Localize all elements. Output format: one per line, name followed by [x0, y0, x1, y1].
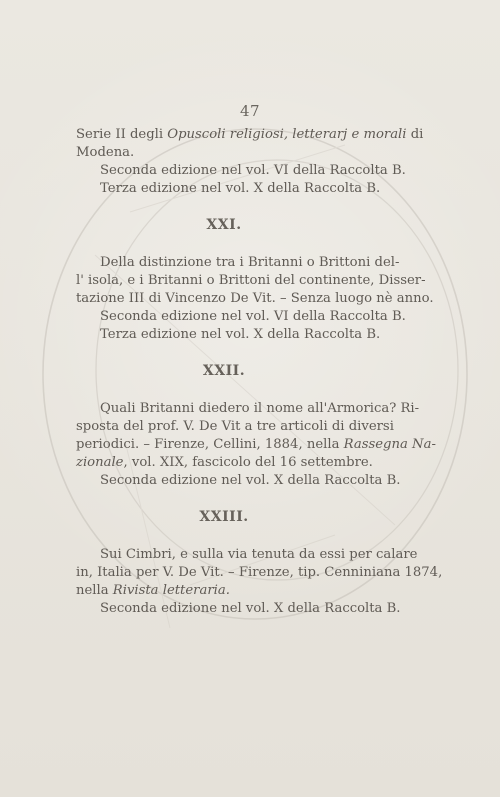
- section-xxii-line-4: [76, 454, 372, 472]
- page-number: 47: [240, 102, 260, 120]
- intro-line-4: Terza edizione nel vol. X della Raccolta B.: [100, 181, 381, 196]
- section-heading-xxi: XXI.: [206, 217, 242, 233]
- section-xxii-line-2: sposta del prof. V. De Vit a tre articoli di diversi: [76, 419, 394, 434]
- intro-line-2: Modena.: [76, 145, 135, 160]
- section-xxii-italic-title-part-1: Rassegna Na-: [343, 437, 436, 452]
- section-xxi-line-3: tazione III di Vincenzo De Vit. – Senza luogo nè anno.: [76, 291, 434, 306]
- section-heading-xxiii: XXIII.: [199, 509, 249, 525]
- section-xxii-line-1: Quali Britanni diedero il nome all'Armorica? Ri-: [100, 401, 420, 416]
- main-text: [76, 126, 443, 618]
- section-xxiii-line-3-text: nella: [76, 583, 113, 598]
- section-xxii-line-4-text: , vol. XIX, fascicolo del 16 settembre.: [123, 455, 373, 470]
- section-xxiii-note: Seconda edizione nel vol. X della Raccolta B.: [100, 601, 401, 616]
- section-xxi-line-1: Della distinzione tra i Britanni o Brittoni del-: [100, 255, 400, 270]
- section-xxi-note-1: Seconda edizione nel vol. VI della Raccolta B.: [100, 309, 406, 324]
- intro-italic-title: Opuscoli religiosi, letterarj e morali: [167, 127, 407, 142]
- intro-text-a: Serie II degli: [76, 127, 168, 142]
- section-xxii-line-3-text: periodici. – Firenze, Cellini, 1884, nella: [76, 437, 344, 452]
- section-xxi-line-2: l' isola, e i Britanni o Brittoni del continente, Disser-: [76, 273, 426, 288]
- section-xxiii-italic-title: Rivista letteraria.: [112, 583, 230, 598]
- section-xxiii-line-1: Sui Cimbri, e sulla via tenuta da essi per calare: [100, 547, 418, 562]
- intro-text-c: di: [406, 127, 424, 142]
- section-xxii-italic-title-part-2: zionale: [76, 455, 124, 470]
- section-xxii-line-3: [76, 436, 436, 454]
- section-xxi-note-2: Terza edizione nel vol. X della Raccolta B.: [100, 327, 381, 342]
- intro-line-1: [76, 126, 424, 144]
- section-xxiii-line-3: [76, 582, 372, 600]
- section-heading-xxii: XXII.: [202, 363, 246, 379]
- section-xxii-note: Seconda edizione nel vol. X della Raccolta B.: [100, 473, 401, 488]
- section-xxiii-line-2: in, Italia per V. De Vit. – Firenze, tip. Cenniniana 1874,: [76, 565, 443, 580]
- intro-line-3: Seconda edizione nel vol. VI della Raccolta B.: [100, 163, 406, 178]
